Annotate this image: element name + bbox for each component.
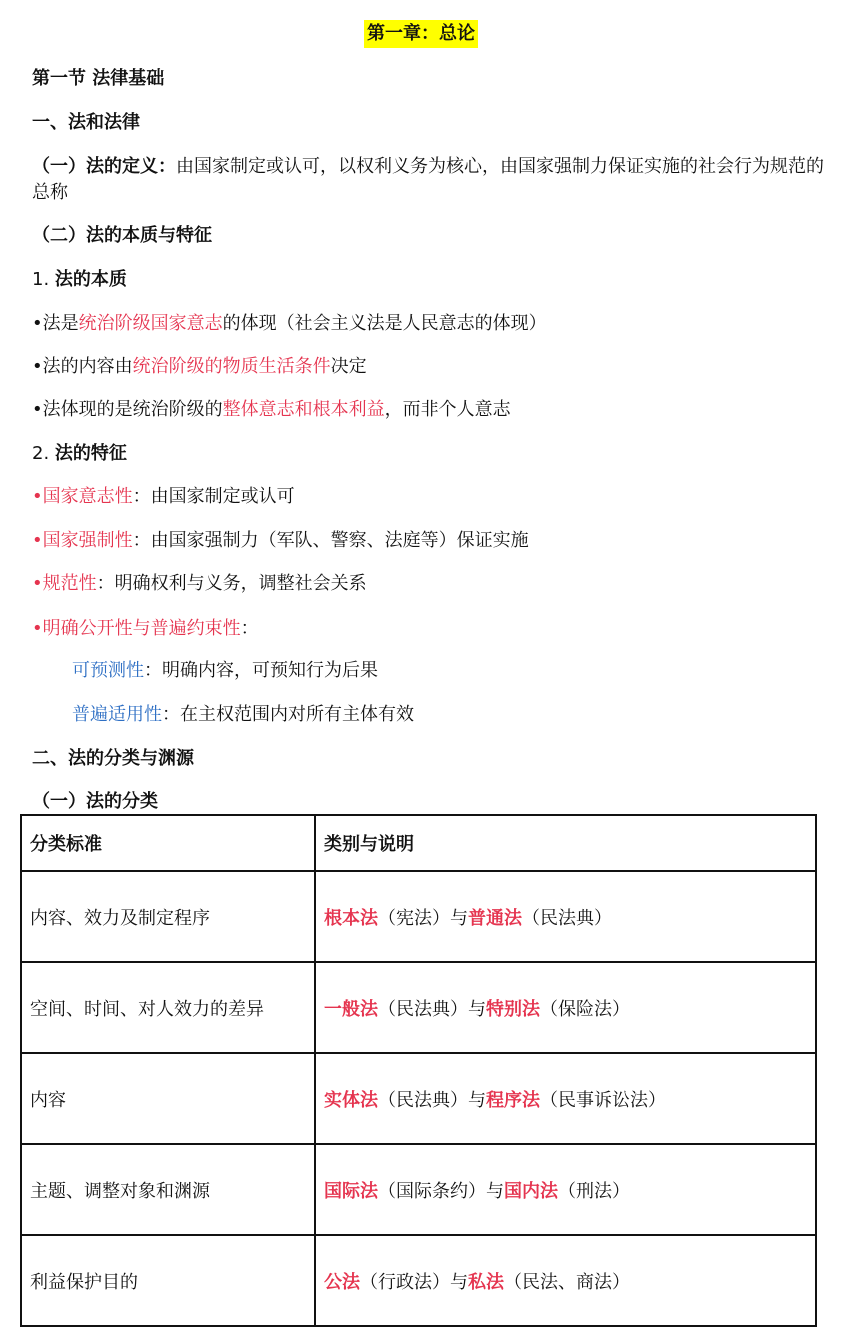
- subitem-term: 可预测性: [72, 660, 144, 681]
- bullet-text: •法体现的是统治阶级的: [32, 399, 223, 420]
- feature-item: [32, 617, 259, 641]
- features-heading: [32, 442, 127, 466]
- table-header-cell: 类别与说明: [315, 815, 816, 871]
- feature-subitem: [72, 703, 414, 727]
- table-cell-standard: 内容、效力及制定程序: [21, 871, 315, 962]
- law-type: 实体法: [324, 1089, 378, 1111]
- part1-heading: 一、法和法律: [32, 112, 140, 133]
- section-title: 第一节 法律基础: [32, 68, 165, 89]
- law-type: 国际法: [324, 1180, 378, 1202]
- definition-paragraph: [32, 154, 832, 206]
- subitem-desc: ：在主权范围内对所有主体有效: [162, 704, 414, 725]
- features-num: 2.: [32, 443, 50, 464]
- feature-item: [32, 485, 295, 509]
- law-note: （民法、商法）: [504, 1271, 630, 1293]
- feature-desc: ：: [240, 618, 259, 639]
- table-row: [21, 1235, 816, 1326]
- feature-item: [32, 572, 367, 596]
- table-header-row: [21, 815, 816, 871]
- features-title: 法的特征: [54, 443, 127, 464]
- law-note: （宪法）与: [378, 907, 468, 929]
- table-header-cell: 分类标准: [21, 815, 315, 871]
- law-type: 根本法: [324, 907, 378, 929]
- chapter-title-wrap: [0, 20, 842, 48]
- law-note: （民事诉讼法）: [540, 1089, 666, 1111]
- law-note: （行政法）与: [360, 1271, 468, 1293]
- feature-desc: ：明确权利与义务，调整社会关系: [96, 573, 367, 594]
- law-note: （民法典）与: [378, 998, 486, 1020]
- essence-num: 1.: [32, 269, 50, 290]
- law-type: 普通法: [468, 907, 522, 929]
- law-note: （国际条约）与: [378, 1180, 504, 1202]
- feature-term: •国家意志性: [32, 486, 133, 507]
- classification-table: [20, 814, 817, 1327]
- law-type: 私法: [468, 1271, 504, 1293]
- essence-title: 法的本质: [54, 269, 127, 290]
- feature-term: •国家强制性: [32, 530, 133, 551]
- table-row: [21, 871, 816, 962]
- law-note: （民法典）: [522, 907, 612, 929]
- bullet-text: 的体现（社会主义法是人民意志的体现）: [222, 313, 547, 334]
- table-cell-category: [315, 962, 816, 1053]
- table-cell-category: [315, 871, 816, 962]
- chapter-title: 第一章：总论: [364, 20, 478, 48]
- table-cell-standard: 利益保护目的: [21, 1235, 315, 1326]
- table-cell-standard: 主题、调整对象和渊源: [21, 1144, 315, 1235]
- table-row: [21, 962, 816, 1053]
- essence-bullet: [32, 312, 547, 336]
- table-cell-category: [315, 1053, 816, 1144]
- essence-bullet: [32, 398, 511, 422]
- subitem-desc: ：明确内容，可预知行为后果: [144, 660, 378, 681]
- feature-subitem: [72, 659, 378, 683]
- bullet-highlight: 统治阶级国家意志: [78, 313, 223, 334]
- bullet-text: ，而非个人意志: [384, 399, 511, 420]
- feature-desc: ：由国家制定或认可: [132, 486, 295, 507]
- definition-text: 由国家制定或认可，以权利义务为核心，由国家强制力保证实施的社会行为规范的总称: [32, 156, 824, 203]
- bullet-text: 决定: [330, 356, 367, 377]
- law-note: （保险法）: [540, 998, 630, 1020]
- bullet-text: •法是: [32, 313, 79, 334]
- bullet-highlight: 统治阶级的物质生活条件: [132, 356, 331, 377]
- subitem-term: 普遍适用性: [72, 704, 162, 725]
- nature-features-heading: （二）法的本质与特征: [32, 225, 212, 246]
- part2-heading: 二、法的分类与渊源: [32, 748, 194, 769]
- table-cell-standard: 空间、时间、对人效力的差异: [21, 962, 315, 1053]
- table-row: [21, 1144, 816, 1235]
- bullet-text: •法的内容由: [32, 356, 133, 377]
- law-type: 程序法: [486, 1089, 540, 1111]
- table-cell-category: [315, 1144, 816, 1235]
- law-type: 公法: [324, 1271, 360, 1293]
- bullet-highlight: 整体意志和根本利益: [222, 399, 385, 420]
- law-type: 特别法: [486, 998, 540, 1020]
- feature-term: •规范性: [32, 573, 97, 594]
- feature-desc: ：由国家强制力（军队、警察、法庭等）保证实施: [132, 530, 529, 551]
- law-note: （刑法）: [558, 1180, 630, 1202]
- table-cell-standard: 内容: [21, 1053, 315, 1144]
- law-type: 国内法: [504, 1180, 558, 1202]
- law-note: （民法典）与: [378, 1089, 486, 1111]
- feature-term: •明确公开性与普遍约束性: [32, 618, 241, 639]
- classification-heading: （一）法的分类: [32, 791, 158, 812]
- feature-item: [32, 529, 529, 553]
- table-cell-category: [315, 1235, 816, 1326]
- table-row: [21, 1053, 816, 1144]
- essence-bullet: [32, 355, 367, 379]
- law-type: 一般法: [324, 998, 378, 1020]
- essence-heading: [32, 268, 127, 292]
- definition-label: （一）法的定义：: [32, 156, 176, 177]
